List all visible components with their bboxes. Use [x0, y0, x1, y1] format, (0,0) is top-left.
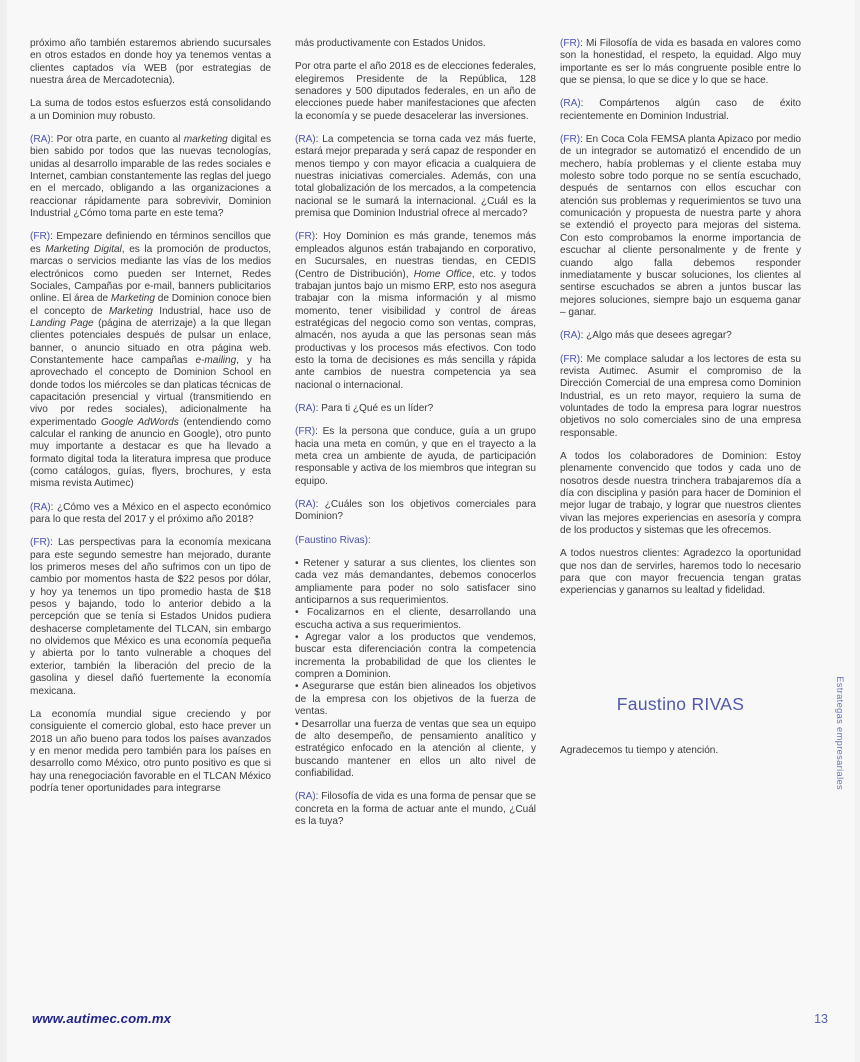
speaker-label: (RA) — [30, 501, 51, 513]
paragraph-text: : Para ti ¿Qué es un líder? — [315, 402, 434, 414]
emphasis: Marketing — [108, 305, 153, 317]
paragraph-text: : ¿Cuáles son los objetivos comerciales para Dominion? — [295, 499, 536, 523]
speaker-label: (RA) — [295, 791, 316, 803]
emphasis: marketing — [183, 134, 228, 146]
paragraph-text: : Es la persona que conduce, guía a un grupo hacia una meta en común, y que en el trayecto a la meta crea un ambiente de ayuda, de participación responsable y activa de los miembros que integran su equipo. — [295, 426, 536, 487]
qa-paragraph — [30, 231, 271, 490]
speaker-label: (RA) — [30, 134, 51, 146]
speaker-label: (RA) — [295, 402, 316, 414]
speaker-label: (RA) — [295, 134, 316, 146]
qa-paragraph — [295, 231, 536, 391]
right-edge-strip — [855, 0, 860, 1062]
emphasis: Home Office — [413, 268, 472, 280]
paragraph: La suma de todos estos esfuerzos está consolidando a un Dominion muy robusto. — [30, 98, 271, 122]
paragraph-text: : Compártenos algún caso de éxito recientemente en Dominion Industrial. — [560, 98, 801, 122]
paragraph: próximo año también estaremos abriendo sucursales en otros estados en donde hoy ya tenemos ventas a clientes captados vía WEB (por estrategias de nuestra área de Mercadotecnia). — [30, 38, 271, 87]
emphasis: e-mailing — [195, 354, 237, 366]
paragraph-text: , y ha aprovechado el concepto de Dominion School en donde todos los miércoles se dan platicas técnicas de capacitación presencial y virtual (transmitiendo en vivo por redes sociales), adicionalmente ha experimentado — [30, 354, 271, 428]
left-edge-strip — [0, 0, 7, 1062]
article-columns — [30, 38, 802, 839]
paragraph-text: : Me complace saludar a los lectores de esta su revista Autimec. Asumir el compromiso de la Dirección Comercial de una empresa como Dominion Industrial, es un reto mayor, requiero la suma de voluntades de todo la empresa para lograr nuestros objetivos no solo comerciales sino de una empresa responsable. — [560, 353, 801, 439]
qa-paragraph — [560, 354, 801, 440]
qa-paragraph — [560, 134, 801, 319]
bullet-item: • Retener y saturar a sus clientes, los clientes son cada vez más demandantes, debemos conocerlos ampliamente para poder no solo satisfacer sino anticiparnos a sus requerimientos. — [295, 558, 536, 607]
paragraph-text: : Mi Filosofía de vida es basada en valores como son la honestidad, el respeto, la equidad. Algo muy importante es ser lo más congruente posible entre lo que se piensa, lo que se dice y lo que se hace. — [560, 38, 801, 87]
paragraph-text: : ¿Algo más que desees agregar? — [580, 330, 732, 342]
speaker-label: (FR) — [30, 231, 51, 243]
qa-paragraph — [30, 537, 271, 697]
author-signature: Faustino RIVAS — [616, 693, 745, 714]
qa-paragraph — [295, 403, 536, 415]
paragraph: A todos nuestros clientes: Agradezco la oportunidad que nos dan de servirles, haremos todo lo necesario para que con mayor frecuencia tengan gratas experiencias y ganarnos su lealtad y fidelidad. — [560, 548, 801, 597]
qa-paragraph — [295, 535, 536, 547]
website-url[interactable]: www.autimec.com.mx — [32, 1011, 172, 1026]
qa-paragraph — [560, 38, 801, 87]
bullet-item: • Focalizarnos en el cliente, desarrollando una escucha activa a sus requerimientos. — [295, 607, 536, 631]
closing-thanks: Agradecemos tu tiempo y atención. — [560, 744, 719, 756]
paragraph: A todos los colaboradores de Dominion: Estoy plenamente convencido que todos y cada uno de nosotros desde nuestra trinchera trabajaremos día a día con disciplina y pasión para hacer de Dominion el mejor lugar de trabajo, y lograr que nuestros clientes vivan las mejores experiencias en asesoría y compra de los productos y sistemas que les ofrecemos. — [560, 450, 801, 537]
speaker-label: (FR) — [560, 38, 581, 49]
speaker-label: (FR) — [560, 134, 581, 146]
qa-paragraph — [560, 98, 801, 123]
speaker-label: (FR) — [295, 231, 316, 243]
column-three — [560, 38, 801, 757]
paragraph: La economía mundial sigue creciendo y por consiguiente el comercio global, esto hace prever un 2018 un año bueno para todos los países avanzados y en menor medida pero también para los países en desarrollo como México, otro punto positivo es que si hay una renegociación favorable en el TLCAN México podría tener oportunidades para integrarse — [30, 708, 271, 794]
paragraph-text: : La competencia se torna cada vez más fuerte, estará mejor preparada y será capaz de responder en menos tiempo y con mayor eficacia a cualquiera de nuestras iniciativas comerciales. Además, con una total globalización de los mercados, a la competencia nacional se le sumará la internacional. ¿Cuál es la premisa que Dominion Industrial ofrece al mercado? — [295, 134, 536, 220]
paragraph-text: : Empezare definiendo en términos sencillos que es — [30, 231, 271, 255]
qa-paragraph — [295, 499, 536, 524]
section-tag-label: Estrategas empresariales — [835, 676, 845, 790]
column-one — [30, 38, 271, 806]
speaker-label: (FR) — [30, 537, 51, 549]
qa-paragraph — [560, 330, 801, 342]
emphasis: Marketing — [110, 293, 155, 305]
column-two — [295, 38, 536, 839]
speaker-label: (RA) — [560, 98, 581, 110]
page-number: 13 — [814, 1012, 828, 1026]
emphasis: Landing Page — [30, 317, 94, 329]
paragraph-text: : Por otra parte, en cuanto al — [50, 134, 184, 146]
paragraph-text: , es la promoción de productos, marcas o servicios mediante las vías de los medios electrónicos como pueden ser Internet, Redes Sociales, Campañas por e-mail, banners publicitarios online. El área de — [30, 243, 271, 305]
section-tag — [835, 676, 852, 970]
emphasis: Marketing Digital — [45, 243, 122, 255]
qa-paragraph — [295, 426, 536, 488]
paragraph: Por otra parte el año 2018 es de elecciones federales, elegiremos Presidente de la República, 128 senadores y 500 diputados federales, en un año de elecciones puede haber manifestaciones que afecten la economía y se puede desacelerar las inversiones. — [295, 61, 536, 122]
paragraph-text: de Dominion conoce bien el concepto de — [30, 293, 272, 317]
speaker-label: (Faustino Rivas): — [295, 534, 371, 546]
bullet-item: • Asegurarse que están bien alineados los objetivos de la empresa con los objetivos de la fuerza de ventas. — [295, 681, 536, 718]
speaker-label: (FR) — [560, 353, 581, 365]
qa-paragraph — [295, 134, 536, 220]
paragraph: más productivamente con Estados Unidos. — [295, 38, 486, 49]
speaker-label: (RA) — [295, 499, 316, 510]
paragraph-text: : Las perspectivas para la economía mexicana para este segundo semestre han mejorado, durante los primeros meses del año sufrimos con un tipo de cambio por momentos hasta de $22 pesos por dólar, y hoy ya tenemos un tipo promedio hasta de $18 pesos y bajando, todo lo anterior debido a la percepción que se tenía si Estados Unidos pudiera deshacerse completamente del TLCAN, sin embargo no olvidemos que México es una economía pequeña y abierta por lo tanto vulnerable a choques del exterior, también la liberación del precio de la gasolina y diesel dañó fuertemente la economía mexicana. — [30, 537, 271, 697]
qa-paragraph — [295, 791, 536, 828]
qa-paragraph — [30, 502, 271, 527]
paragraph-text: digital es bien sabido por todos que las nuevas tecnologías, unidas al desarrollo imparable de las redes sociales e Internet, cambian constantemente las reglas del juego en el mercado, obligando a las organizaciones a reaccionar rápidamente para sobrevivir, Dominion Industrial ¿Cómo toma parte en este tema? — [30, 134, 272, 220]
paragraph-text: : En Coca Cola FEMSA planta Apizaco por medio de un integrador se automatizó el encendido de un mechero, había problemas y el cliente estaba muy molesto sobre todo porque no se sentía escuchado, después de sentarnos con ellos escuchar con atención sus problemas y requerimientos se tuvo una comunicación y propuesta de nuestra parte y ahora se extendió el proyecto para mejoras del sistema. Con esto comprobamos la enorme importancia de escuchar al cliente personalmente y de frente y cuando algo falla debemos responder inmediatamente y buscar soluciones, los clientes al sentirse escuchados se abren a juntos buscar las mejores soluciones, siempre bajo un esquema ganar – ganar. — [560, 134, 801, 318]
bullet-item: • Agregar valor a los productos que vendemos, buscar esta diferenciación contra la competencia incrementa la probabilidad de que los clientes le compren a Dominion. — [295, 632, 536, 681]
paragraph-text: (página de aterrizaje) a la que llegan clientes potenciales después de pulsar un enlace, banner, o anuncio situado en otra página web. Constantemente hace campañas — [30, 317, 271, 366]
paragraph-text: : Filosofía de vida es una forma de pensar que se concreta en la forma de actuar ante el mundo, ¿Cuál es la tuya? — [295, 791, 536, 827]
paragraph-text: (entendiendo como calcular el ranking de anuncio en Google), otro punto muy importante a destacar es que ha llevado a formato digital toda la literatura impresa que produce (como catálogos, guías, flyers, brochures, y esta misma revista Autimec) — [30, 416, 271, 490]
paragraph-text: : ¿Cómo ves a México en el aspecto económico para lo que resta del 2017 y el próximo año 2018? — [30, 501, 271, 526]
paragraph-text: Industrial, hace uso de — [152, 305, 271, 317]
paragraph-text: : Hoy Dominion es más grande, tenemos más empleados algunos están trabajando en corporativo, en Sucursales, en nuestras tiendas, en CEDIS (Centro de Distribución), — [295, 231, 536, 280]
emphasis: Google AdWords — [100, 416, 179, 428]
speaker-label: (FR) — [295, 426, 316, 438]
paragraph-text: , etc. y todos trabajan juntos bajo un mismo ERP, esto nos asegura trabajar con la misma información y al mismo momento, tener visibilidad y control de áreas estratégicas del negocio como son ventas, compras, almacén, nos ayuda a que las personas sean más productivas y los procesos más efectivos. Con todo esto la toma de decisiones es más sencilla y rápida ante cambios de nuestra competencia ya sea nacional o internacional. — [295, 268, 536, 391]
speaker-label: (RA) — [560, 330, 581, 342]
bullet-item: • Desarrollar una fuerza de ventas que sea un equipo de alto desempeño, de pensamiento analítico y estratégico enfocado en la atención al cliente, y buscando mantener en ellos un alto nivel de confiabilidad. — [295, 718, 536, 779]
qa-paragraph — [30, 134, 271, 220]
